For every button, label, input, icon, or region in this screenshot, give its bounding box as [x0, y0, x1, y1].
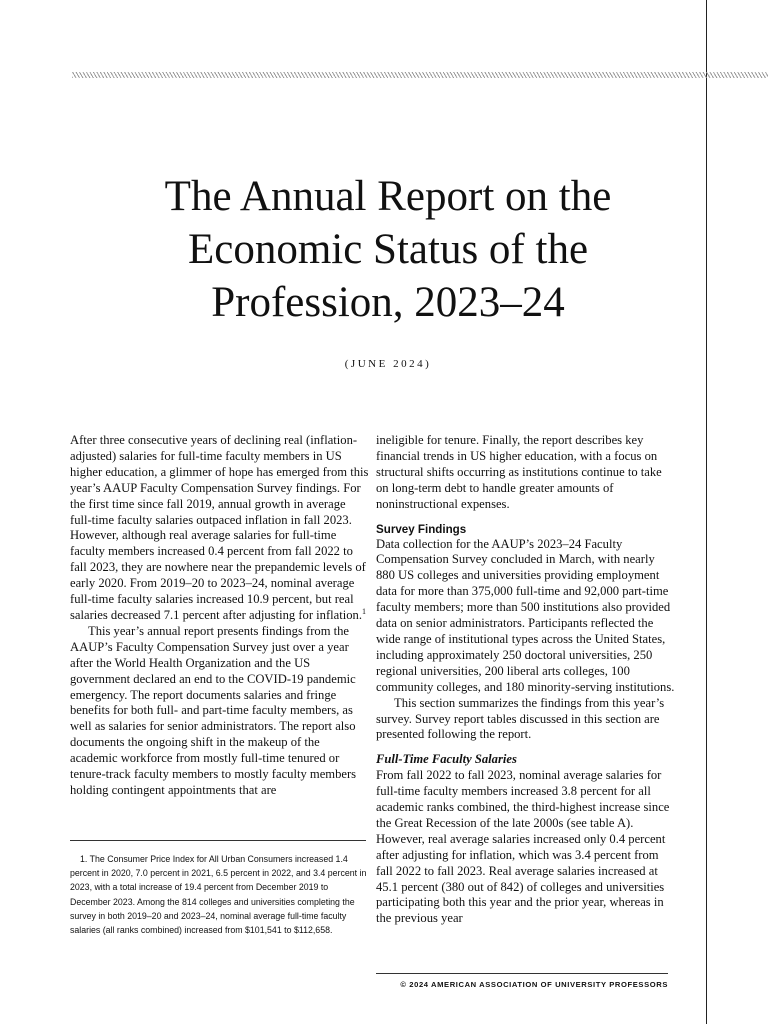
paragraph: This year’s annual report presents findings from the AAUP’s Faculty Compensation Survey just over a year after the World Health Organization and the US government declared an end to the COVID-19 pandemic emergency. The report documents salaries and fringe benefits for both full- and part-time faculty members, as well as salaries for senior administrators. The report also documents the ongoing shift in the makeup of the academic workforce from mostly full-time tenured or tenure-track faculty members to mostly faculty members holding contingent appointments that are [70, 623, 357, 797]
copyright-footer: © 2024 AMERICAN ASSOCIATION OF UNIVERSITY PROFESSORS [400, 980, 668, 989]
right-column [376, 433, 676, 927]
footnote-text: 1. The Consumer Price Index for All Urban Consumers increased 1.4 percent in 2020, 7.0 percent in 2021, 6.5 percent in 2022, and 3.4 percent in 2023, with a total increase of 19.4 percent from December 2019 to December 2023. Among the 814 colleges and universities completing the survey in both 2019–20 and 2023–24, nominal average full-time faculty salaries (all ranks combined) increased from $101,541 to $112,658. [70, 854, 367, 936]
page-edge-rule [706, 0, 707, 1024]
title-line: Profession, 2023–24 [211, 279, 565, 326]
subsection-heading: Full-Time Faculty Salaries [376, 752, 517, 767]
report-date: (JUNE 2024) [344, 358, 432, 370]
section-heading: Survey Findings [376, 522, 467, 536]
decorative-hatch-band [72, 72, 768, 78]
footnote [70, 852, 368, 937]
footnote-rule [70, 840, 366, 841]
title-line: The Annual Report on the [164, 173, 612, 220]
title-line: Economic Status of the [187, 226, 589, 273]
paragraph: Data collection for the AAUP’s 2023–24 Faculty Compensation Survey concluded in March, with nearly 880 US colleges and universities providing employment data for more than 375,000 full-time and 92,000 part-time faculty members; more than 500 institutions also provided data on senior administrators. Participants reflected the wide range of institutional types across the United States, including approximately 250 doctoral universities, 250 regional universities, 200 liberal arts colleges, 100 community colleges, and 180 minority-serving institutions. [376, 536, 675, 694]
footer-rule [376, 973, 668, 974]
paragraph-text: After three consecutive years of declining real (inflation-adjusted) salaries for full-time faculty members in US higher education, a glimmer of hope has emerged from this year’s AAUP Faculty Compensation Survey findings. For the first time since fall 2019, annual growth in average full-time faculty salaries outpaced inflation in fall 2023. However, although real average salaries for full-time faculty members increased 0.4 percent from fall 2022 to fall 2023, they are nowhere near the prepandemic levels of early 2020. From 2019–20 to 2023–24, nominal average full-time faculty salaries increased 10.9 percent, but real salaries decreased 7.1 percent after adjusting for inflation. [70, 433, 369, 622]
paragraph: This section summarizes the findings from this year’s survey. Survey report tables discussed in this section are presented following the report. [376, 695, 665, 742]
paragraph: ineligible for tenure. Finally, the report describes key financial trends in US higher education, with a focus on structural shifts occurring as institutions continue to take on long-term debt to handle greater amounts of noninstructional expenses. [376, 433, 662, 511]
paragraph [70, 433, 370, 624]
footnote-ref[interactable]: 1 [361, 606, 366, 616]
paragraph: From fall 2022 to fall 2023, nominal average salaries for full-time faculty members increased 3.8 percent for all academic ranks combined, the third-highest increase since the Great Recession of the late 2000s (see table A). However, real average salaries increased only 0.4 percent after adjusting for inflation, which was 3.4 percent from fall 2022 to fall 2023. Real average salaries increased at 45.1 percent (380 out of 842) of colleges and universities participating both this year and the prior year, whereas in the previous year [376, 768, 670, 926]
left-column [70, 433, 370, 799]
page-title [70, 170, 706, 329]
